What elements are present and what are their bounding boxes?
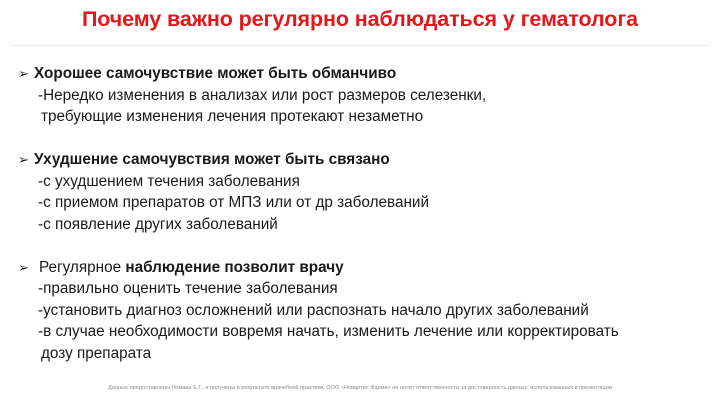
list-item: -с появление других заболеваний <box>38 215 278 233</box>
section-heading <box>18 257 708 279</box>
section-heading-text: Ухудшение самочувствия может быть связано <box>34 151 390 168</box>
arrow-bullet-icon: ➢ <box>18 259 29 275</box>
arrow-bullet-icon: ➢ <box>18 66 29 81</box>
list-item: дозу препарата <box>41 344 152 362</box>
list-item: -в случае необходимости вовремя начать, изменить лечение или корректировать <box>38 323 619 340</box>
section-worsening-wellbeing <box>18 149 708 235</box>
section-regular-monitoring <box>18 257 708 365</box>
list-item: -Нередко изменения в анализах или рост размеров селезенки, <box>38 86 487 104</box>
heading-bold-part: наблюдение позволит врачу <box>125 258 344 276</box>
section-heading <box>18 149 708 171</box>
slide-content <box>18 63 708 386</box>
list-item: требующие изменения лечения протекают незаметно <box>41 108 424 125</box>
disclaimer-footnote: Данные предоставлены Ломаиа Е.Г., и получены в результате врачебной практики. ООО «Новартис Фарма» не несет ответственности за достоверность данных, использованных в презентации <box>107 385 612 391</box>
heading-plain-part: Регулярное <box>39 258 126 276</box>
list-item: -с приемом препаратов от МПЗ или от др заболеваний <box>38 194 430 211</box>
section-heading-text <box>39 257 344 279</box>
arrow-bullet-icon: ➢ <box>18 152 29 167</box>
list-item: -правильно оценить течение заболевания <box>38 280 338 297</box>
list-item: -установить диагноз осложнений или распознать начало других заболеваний <box>38 301 589 319</box>
section-heading <box>18 63 708 85</box>
section-good-wellbeing <box>18 63 708 128</box>
list-item: -с ухудшением течения заболевания <box>38 172 300 190</box>
slide-title: Почему важно регулярно наблюдаться у гематолога <box>81 7 639 31</box>
title-divider <box>10 45 710 46</box>
section-heading-text: Хорошее самочувствие может быть обманчиво <box>34 65 397 82</box>
